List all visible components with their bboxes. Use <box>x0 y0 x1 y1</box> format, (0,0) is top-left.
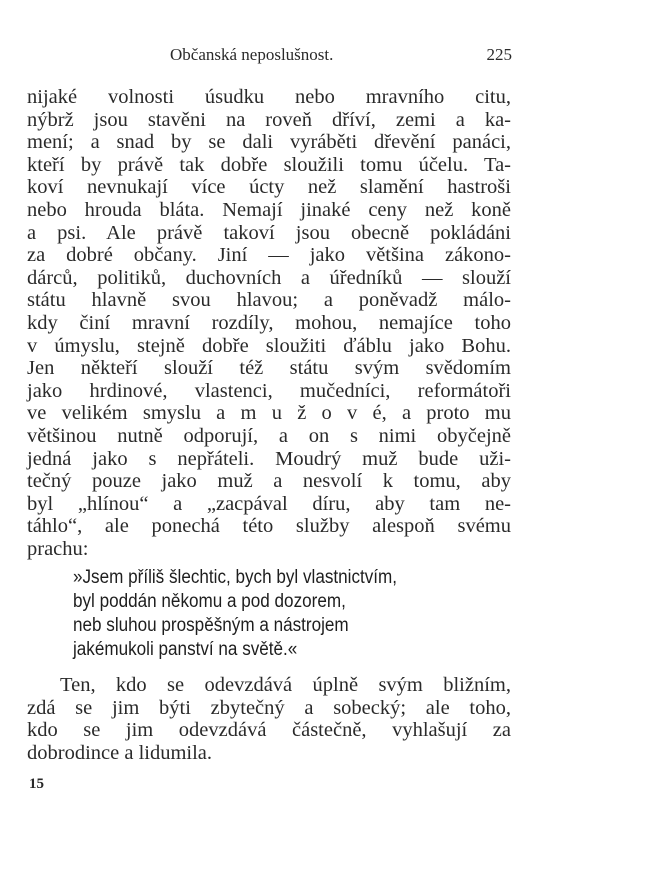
text-line: jako hrdinové, vlastenci, mučedníci, reformátoři <box>27 379 511 402</box>
text-line: nýbrž jsou stavěni na roveň dříví, zemi a ka- <box>27 108 511 131</box>
paragraph-2 <box>27 674 511 764</box>
running-header <box>170 45 512 69</box>
text-line: tečný pouze jako muž a nesvolí k tomu, aby <box>27 470 511 493</box>
text-line: jedná jako s nepřáteli. Moudrý muž bude uži- <box>27 447 511 470</box>
text-line: mení; a snad by se dali vyráběti dřevění panáci, <box>27 131 511 154</box>
text-line: koví nevnukají více úcty než slamění hastroši <box>27 176 511 199</box>
verse-line: neb sluhou prospěšným a nástrojem <box>73 615 349 636</box>
verse-line: jakémukoli panství na světě.« <box>73 639 298 660</box>
text-line: zdá se jim býti zbytečný a sobecký; ale toho, <box>27 696 511 719</box>
text-line: Jen někteří slouží též státu svým svědomím <box>27 357 511 380</box>
text-line: táhlo“, ale ponechá této služby alespoň svému <box>27 515 511 538</box>
verse-quotation <box>73 566 397 662</box>
signature-mark: 15 <box>29 776 44 792</box>
page-number: 225 <box>486 45 512 64</box>
verse-line: byl poddán někomu a pod dozorem, <box>73 591 346 612</box>
paragraph-1 <box>27 86 511 560</box>
text-line: v úmyslu, stejně dobře sloužiti ďáblu jako Bohu. <box>27 334 511 357</box>
text-line: Ten, kdo se odevzdává úplně svým bližním, <box>60 674 511 696</box>
text-line: dárců, politiků, duchovních a úředníků — slouží <box>27 266 511 289</box>
text-line: za dobré občany. Jiní — jako většina zákono- <box>27 244 511 267</box>
text-line: většinou nutně odporují, a on s nimi obyčejně <box>27 424 511 447</box>
text-line: státu hlavně svou hlavou; a poněvadž málo- <box>27 289 511 312</box>
verse-line: »Jsem příliš šlechtic, bych byl vlastnictvím, <box>73 567 398 588</box>
running-title: Občanská neposlušnost. <box>170 45 334 64</box>
text-line: a psi. Ale právě takoví jsou obecně pokládáni <box>27 221 511 244</box>
text-line: byl „hlínou“ a „zacpával díru, aby tam ne- <box>27 492 511 515</box>
text-line: kteří by právě tak dobře sloužili tomu účelu. Ta- <box>27 153 511 176</box>
text-line: kdo se jim odevzdává částečně, vyhlašují za <box>27 719 511 742</box>
text-line: ve velikém smyslu a m u ž o v é, a proto mu <box>27 402 511 425</box>
text-line: prachu: <box>27 537 89 560</box>
text-line: dobrodince a lidumila. <box>27 741 213 764</box>
text-line: kdy činí mravní rozdíly, mohou, nemajíce toho <box>27 311 511 334</box>
text-line: nijaké volnosti úsudku nebo mravního citu, <box>27 86 511 108</box>
text-line: nebo hrouda bláta. Nemají jinaké ceny než koně <box>27 198 511 221</box>
